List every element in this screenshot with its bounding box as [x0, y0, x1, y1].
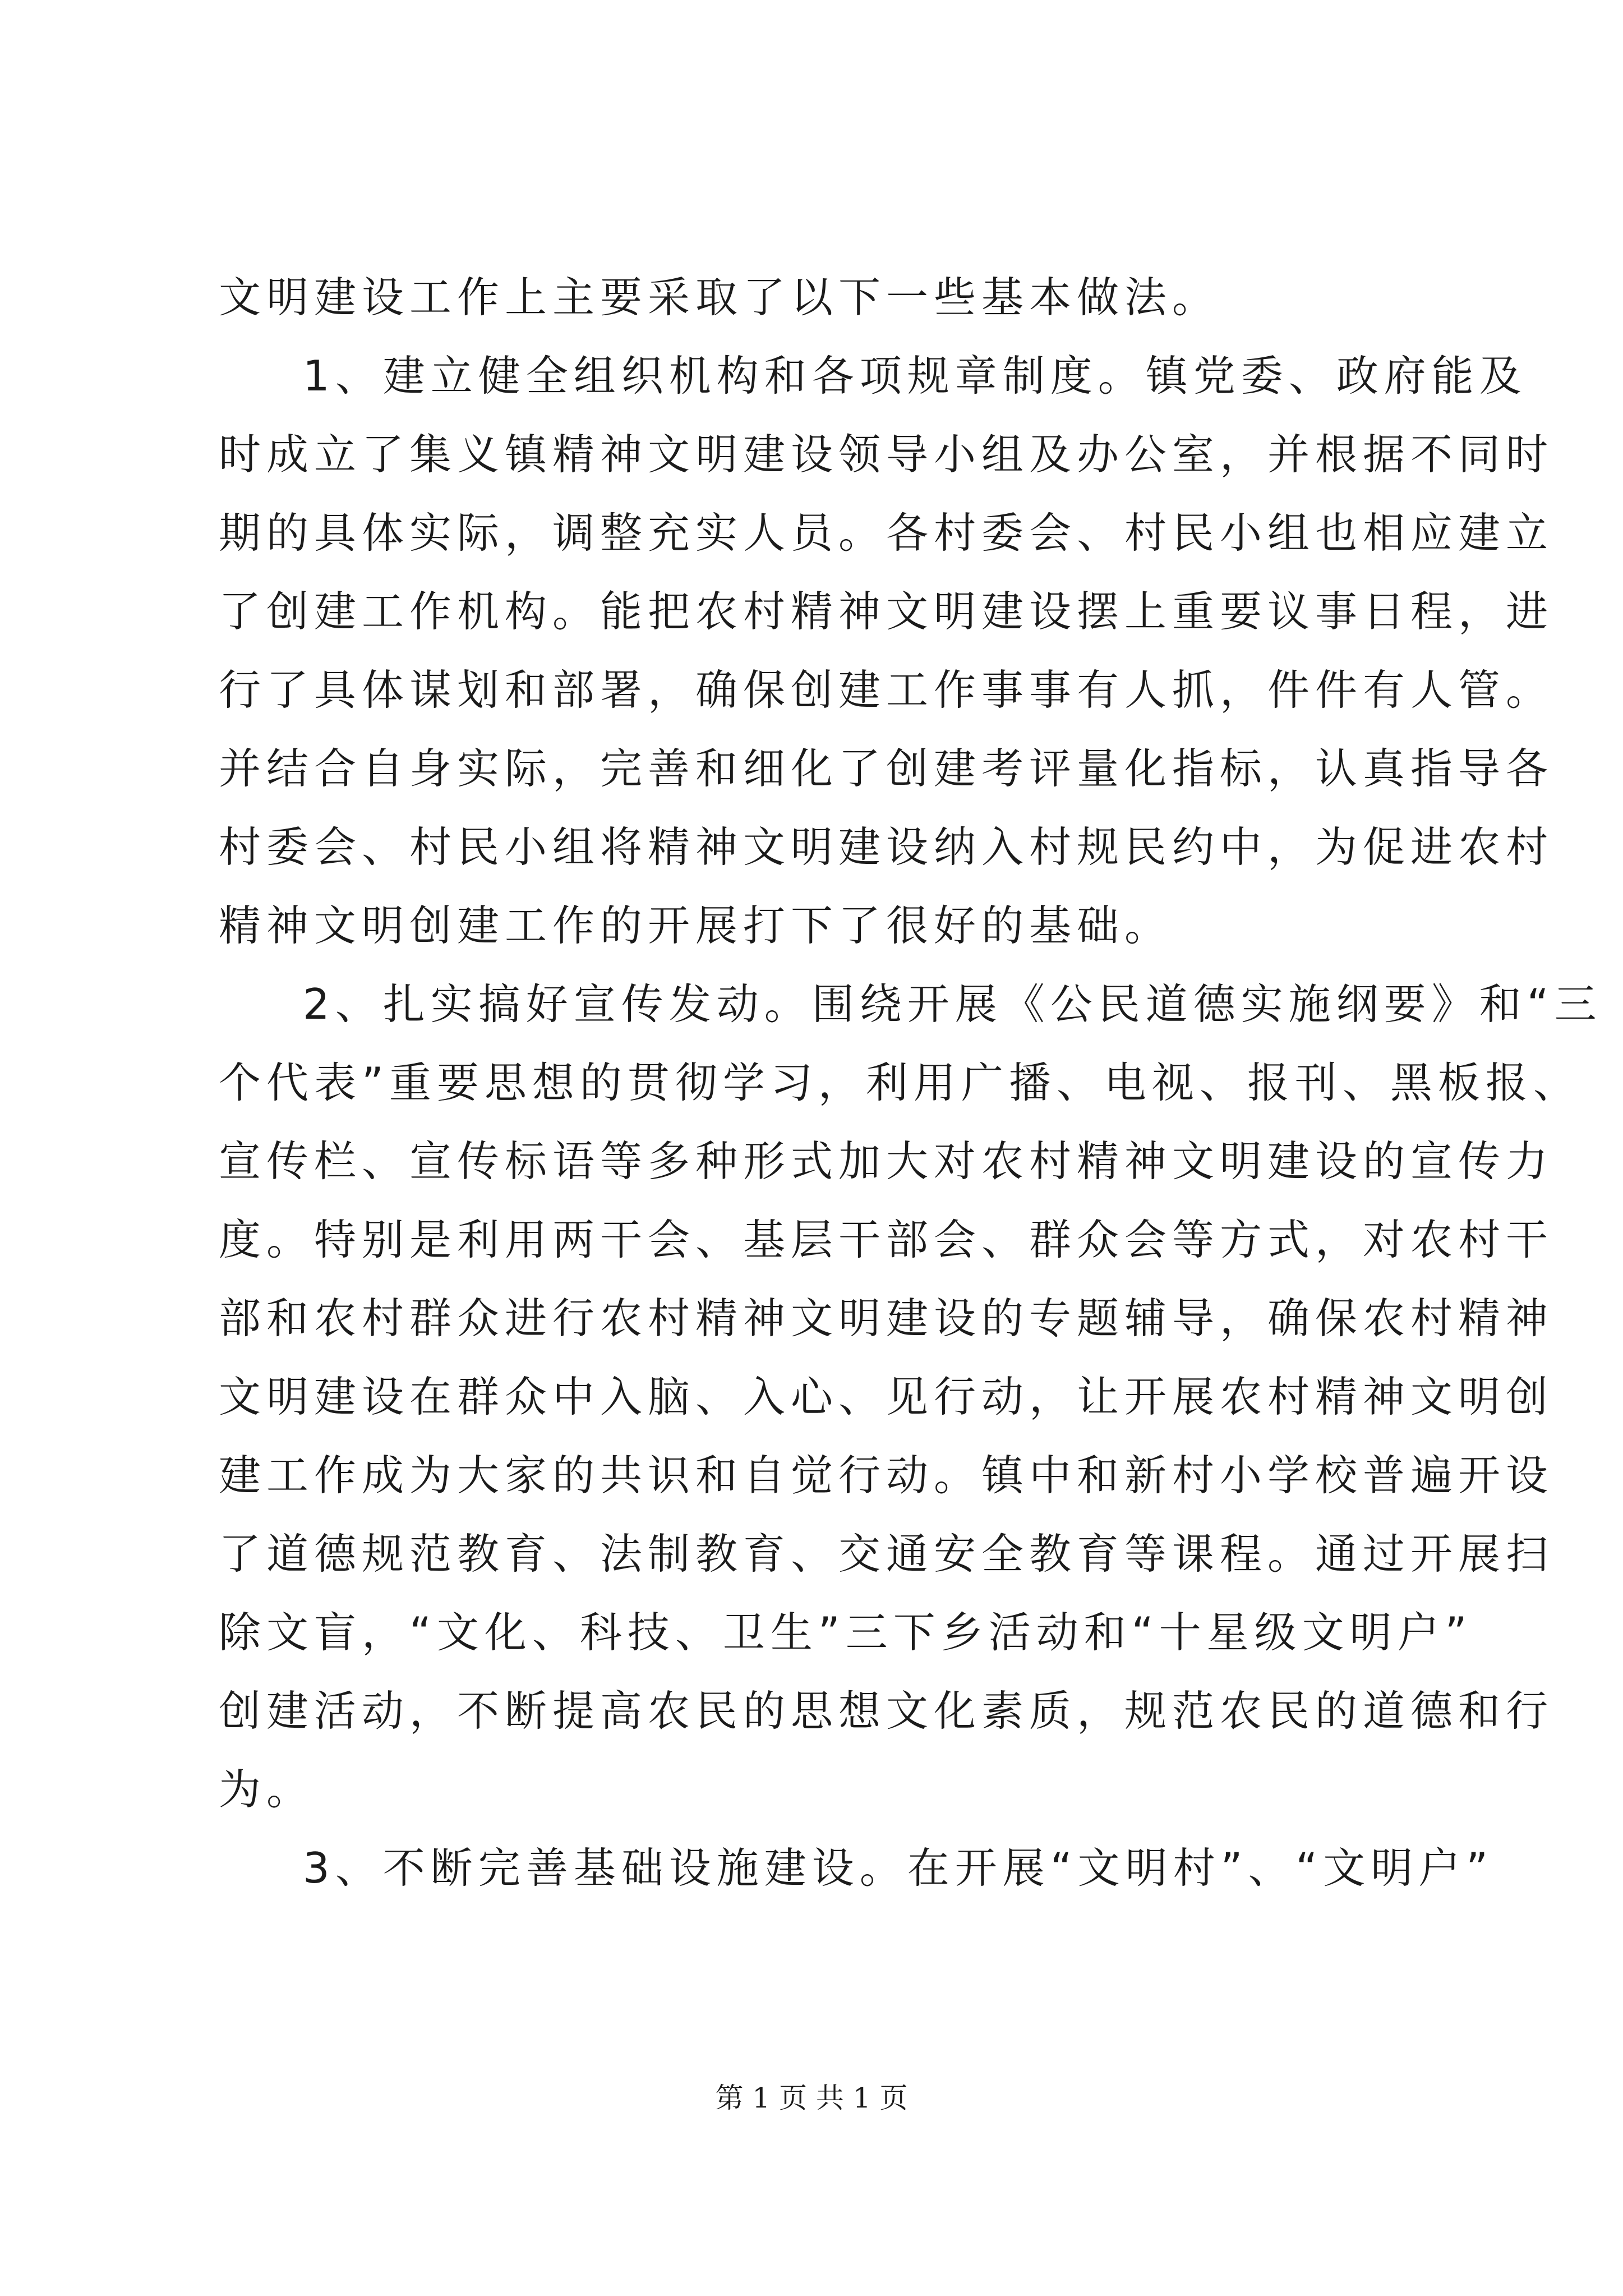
text-line: 文明建设工作上主要采取了以下一些基本做法。 [219, 273, 1220, 322]
text-line: 度。特别是利用两干会、基层干部会、群众会等方式，对农村干 [219, 1215, 1554, 1264]
text-line: 宣传栏、宣传标语等多种形式加大对农村精神文明建设的宣传力 [219, 1137, 1554, 1186]
text-line: 为。 [219, 1765, 315, 1814]
text-line: 时成立了集义镇精神文明建设领导小组及办公室，并根据不同时 [219, 430, 1554, 479]
text-line: 了道德规范教育、法制教育、交通安全教育等课程。通过开展扫 [219, 1529, 1554, 1579]
page-footer: 第 1 页 共 1 页 [715, 2082, 908, 2114]
text-line: 期的具体实际，调整充实人员。各村委会、村民小组也相应建立 [219, 508, 1554, 558]
text-line: 2、扎实搞好宣传发动。围绕开展《公民道德实施纲要》和“三 [303, 979, 1602, 1029]
text-line: 1、建立健全组织机构和各项规章制度。镇党委、政府能及 [303, 351, 1527, 401]
text-line: 创建活动，不断提高农民的思想文化素质，规范农民的道德和行 [219, 1686, 1554, 1736]
text-line: 精神文明创建工作的开展打下了很好的基础。 [219, 901, 1173, 950]
text-line: 建工作成为大家的共识和自觉行动。镇中和新村小学校普遍开设 [219, 1451, 1554, 1500]
text-line: 除文盲，“文化、科技、卫生”三下乡活动和“十星级文明户” [219, 1608, 1473, 1657]
text-line: 了创建工作机构。能把农村精神文明建设摆上重要议事日程，进 [219, 587, 1554, 636]
text-line: 3、不断完善基础设施建设。在开展“文明村”、“文明户” [303, 1843, 1494, 1893]
text-line: 文明建设在群众中入脑、入心、见行动，让开展农村精神文明创 [219, 1372, 1554, 1421]
text-line: 个代表”重要思想的贯彻学习，利用广播、电视、报刊、黑板报、 [219, 1058, 1581, 1107]
text-line: 行了具体谋划和部署，确保创建工作事事有人抓，件件有人管。 [219, 665, 1554, 715]
text-line: 部和农村群众进行农村精神文明建设的专题辅导，确保农村精神 [219, 1294, 1554, 1343]
text-line: 村委会、村民小组将精神文明建设纳入村规民约中，为促进农村 [219, 822, 1554, 872]
text-line: 并结合自身实际，完善和细化了创建考评量化指标，认真指导各 [219, 744, 1554, 793]
